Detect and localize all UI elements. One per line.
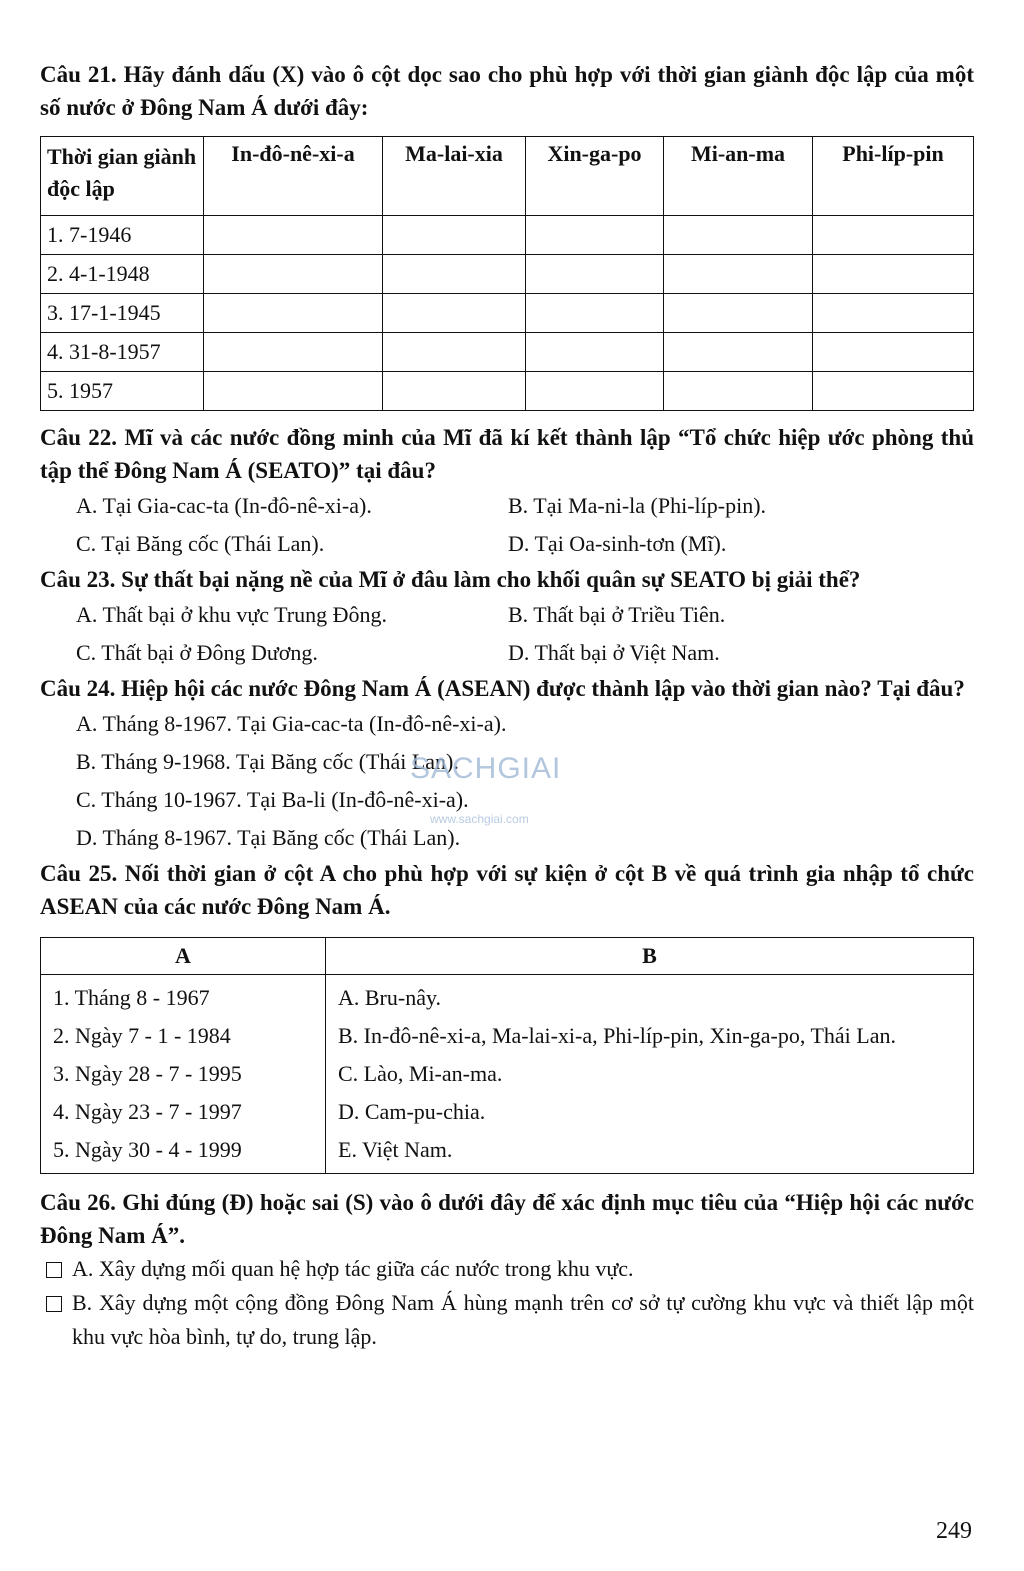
question-label: Câu 21.	[40, 62, 117, 87]
mark-cell[interactable]	[526, 255, 664, 294]
list-item: E. Việt Nam.	[338, 1137, 453, 1162]
option-d: D. Thất bại ở Việt Nam.	[508, 640, 720, 665]
mark-cell[interactable]	[664, 216, 813, 255]
option-a: A. Tại Gia-cac-ta (In-đô-nê-xi-a).	[76, 493, 372, 518]
table-header-row	[41, 137, 974, 216]
header-cell: Ma-lai-xia	[383, 137, 526, 216]
mark-cell[interactable]	[204, 216, 383, 255]
table-row	[41, 216, 974, 255]
list-item: 4. Ngày 23 - 7 - 1997	[53, 1099, 242, 1124]
question-26	[40, 1186, 974, 1252]
list-item: 5. Ngày 30 - 4 - 1999	[53, 1137, 242, 1162]
column-a-header: A	[41, 938, 326, 975]
page-content	[40, 58, 974, 1354]
question-text: Ghi đúng (Đ) hoặc sai (S) vào ô dưới đây để xác định mục tiêu của “Hiệp hội các nước Đông Nam Á”.	[40, 1190, 975, 1248]
option-c: C. Tại Băng cốc (Thái Lan).	[76, 531, 325, 556]
mark-cell[interactable]	[383, 294, 526, 333]
mark-cell[interactable]	[526, 294, 664, 333]
question-label: Câu 24.	[40, 676, 116, 701]
list-item: 2. Ngày 7 - 1 - 1984	[53, 1023, 231, 1048]
header-cell: Mi-an-ma	[664, 137, 813, 216]
statement-text: B. Xây dựng một cộng đồng Đông Nam Á hùng mạnh trên cơ sở tự cường khu vực và thiết lập một khu vực hòa bình, tự do, trung lập.	[72, 1290, 974, 1349]
date-cell: 3. 17-1-1945	[41, 294, 204, 333]
answer-checkbox[interactable]	[46, 1296, 62, 1312]
statement-b	[40, 1286, 974, 1354]
question-label: Câu 22.	[40, 425, 118, 450]
mark-cell[interactable]	[813, 333, 974, 372]
statement-text: A. Xây dựng mối quan hệ hợp tác giữa các nước trong khu vực.	[72, 1256, 634, 1281]
mark-cell[interactable]	[664, 255, 813, 294]
mark-cell[interactable]	[813, 255, 974, 294]
list-item: 1. Tháng 8 - 1967	[53, 985, 210, 1010]
list-item: A. Bru-nây.	[338, 985, 442, 1010]
options-row	[40, 525, 974, 563]
mark-cell[interactable]	[526, 372, 664, 411]
option-b: B. Thất bại ở Triều Tiên.	[508, 602, 726, 627]
header-cell: Thời gian giành độc lập	[41, 137, 204, 216]
question-text: Mĩ và các nước đồng minh của Mĩ đã kí kết thành lập “Tổ chức hiệp ước phòng thủ tập thể Đông Nam Á (SEATO)” tại đâu?	[40, 425, 974, 483]
answer-checkbox[interactable]	[46, 1262, 62, 1278]
header-cell: Phi-líp-pin	[813, 137, 974, 216]
page-number: 249	[936, 1518, 972, 1544]
mark-cell[interactable]	[204, 294, 383, 333]
list-item: B. In-đô-nê-xi-a, Ma-lai-xi-a, Phi-líp-pin, Xin-ga-po, Thái Lan.	[338, 1023, 896, 1048]
option-a: A. Tháng 8-1967. Tại Gia-cac-ta (In-đô-nê-xi-a).	[76, 711, 507, 736]
watermark-url: www.sachgiai.com	[430, 812, 529, 826]
column-b	[326, 975, 974, 1174]
question-25	[40, 857, 974, 923]
question-text: Hiệp hội các nước Đông Nam Á (ASEAN) được thành lập vào thời gian nào? Tại đâu?	[121, 676, 965, 701]
column-b-header: B	[326, 938, 974, 975]
option-b: B. Tại Ma-ni-la (Phi-líp-pin).	[508, 493, 767, 518]
independence-table	[40, 136, 974, 411]
option-c: C. Thất bại ở Đông Dương.	[76, 640, 318, 665]
table-row	[41, 975, 974, 1174]
mark-cell[interactable]	[664, 294, 813, 333]
option-c: C. Tháng 10-1967. Tại Ba-li (In-đô-nê-xi-a).	[76, 787, 469, 812]
mark-cell[interactable]	[383, 333, 526, 372]
mark-cell[interactable]	[813, 294, 974, 333]
question-23	[40, 563, 974, 596]
question-22	[40, 421, 974, 487]
mark-cell[interactable]	[204, 372, 383, 411]
table-header-row	[41, 938, 974, 975]
list-item: 3. Ngày 28 - 7 - 1995	[53, 1061, 242, 1086]
list-item: D. Cam-pu-chia.	[338, 1099, 486, 1124]
header-cell: In-đô-nê-xi-a	[204, 137, 383, 216]
question-label: Câu 23.	[40, 567, 116, 592]
question-text: Hãy đánh dấu (X) vào ô cột dọc sao cho phù hợp với thời gian giành độc lập của một số nước ở Đông Nam Á dưới đây:	[40, 62, 975, 120]
option-a: A. Thất bại ở khu vực Trung Đông.	[76, 602, 387, 627]
question-text: Sự thất bại nặng nề của Mĩ ở đâu làm cho khối quân sự SEATO bị giải thể?	[121, 567, 861, 592]
mark-cell[interactable]	[664, 333, 813, 372]
mark-cell[interactable]	[813, 216, 974, 255]
mark-cell[interactable]	[204, 333, 383, 372]
mark-cell[interactable]	[204, 255, 383, 294]
question-label: Câu 26.	[40, 1190, 116, 1215]
mark-cell[interactable]	[813, 372, 974, 411]
question-21	[40, 58, 974, 124]
mark-cell[interactable]	[526, 216, 664, 255]
date-cell: 2. 4-1-1948	[41, 255, 204, 294]
mark-cell[interactable]	[383, 255, 526, 294]
table-row	[41, 294, 974, 333]
list-item: C. Lào, Mi-an-ma.	[338, 1061, 503, 1086]
table-row	[41, 255, 974, 294]
table-row	[41, 372, 974, 411]
question-24	[40, 672, 974, 705]
option-b: B. Tháng 9-1968. Tại Băng cốc (Thái Lan).	[76, 749, 459, 774]
date-cell: 1. 7-1946	[41, 216, 204, 255]
options-row	[40, 487, 974, 525]
options-row	[40, 596, 974, 634]
matching-table	[40, 937, 974, 1174]
mark-cell[interactable]	[383, 372, 526, 411]
mark-cell[interactable]	[526, 333, 664, 372]
mark-cell[interactable]	[383, 216, 526, 255]
option-d: D. Tháng 8-1967. Tại Băng cốc (Thái Lan).	[76, 825, 461, 850]
option-d: D. Tại Oa-sinh-tơn (Mĩ).	[508, 531, 727, 556]
table-row	[41, 333, 974, 372]
question-text: Nối thời gian ở cột A cho phù hợp với sự kiện ở cột B về quá trình gia nhập tổ chức ASEAN của các nước Đông Nam Á.	[40, 861, 975, 919]
mark-cell[interactable]	[664, 372, 813, 411]
date-cell: 5. 1957	[41, 372, 204, 411]
options-row	[40, 634, 974, 672]
date-cell: 4. 31-8-1957	[41, 333, 204, 372]
header-cell: Xin-ga-po	[526, 137, 664, 216]
statement-a	[40, 1252, 974, 1286]
question-label: Câu 25.	[40, 861, 118, 886]
column-a	[41, 975, 326, 1174]
watermark-logo: SACHGIAI	[410, 752, 562, 785]
